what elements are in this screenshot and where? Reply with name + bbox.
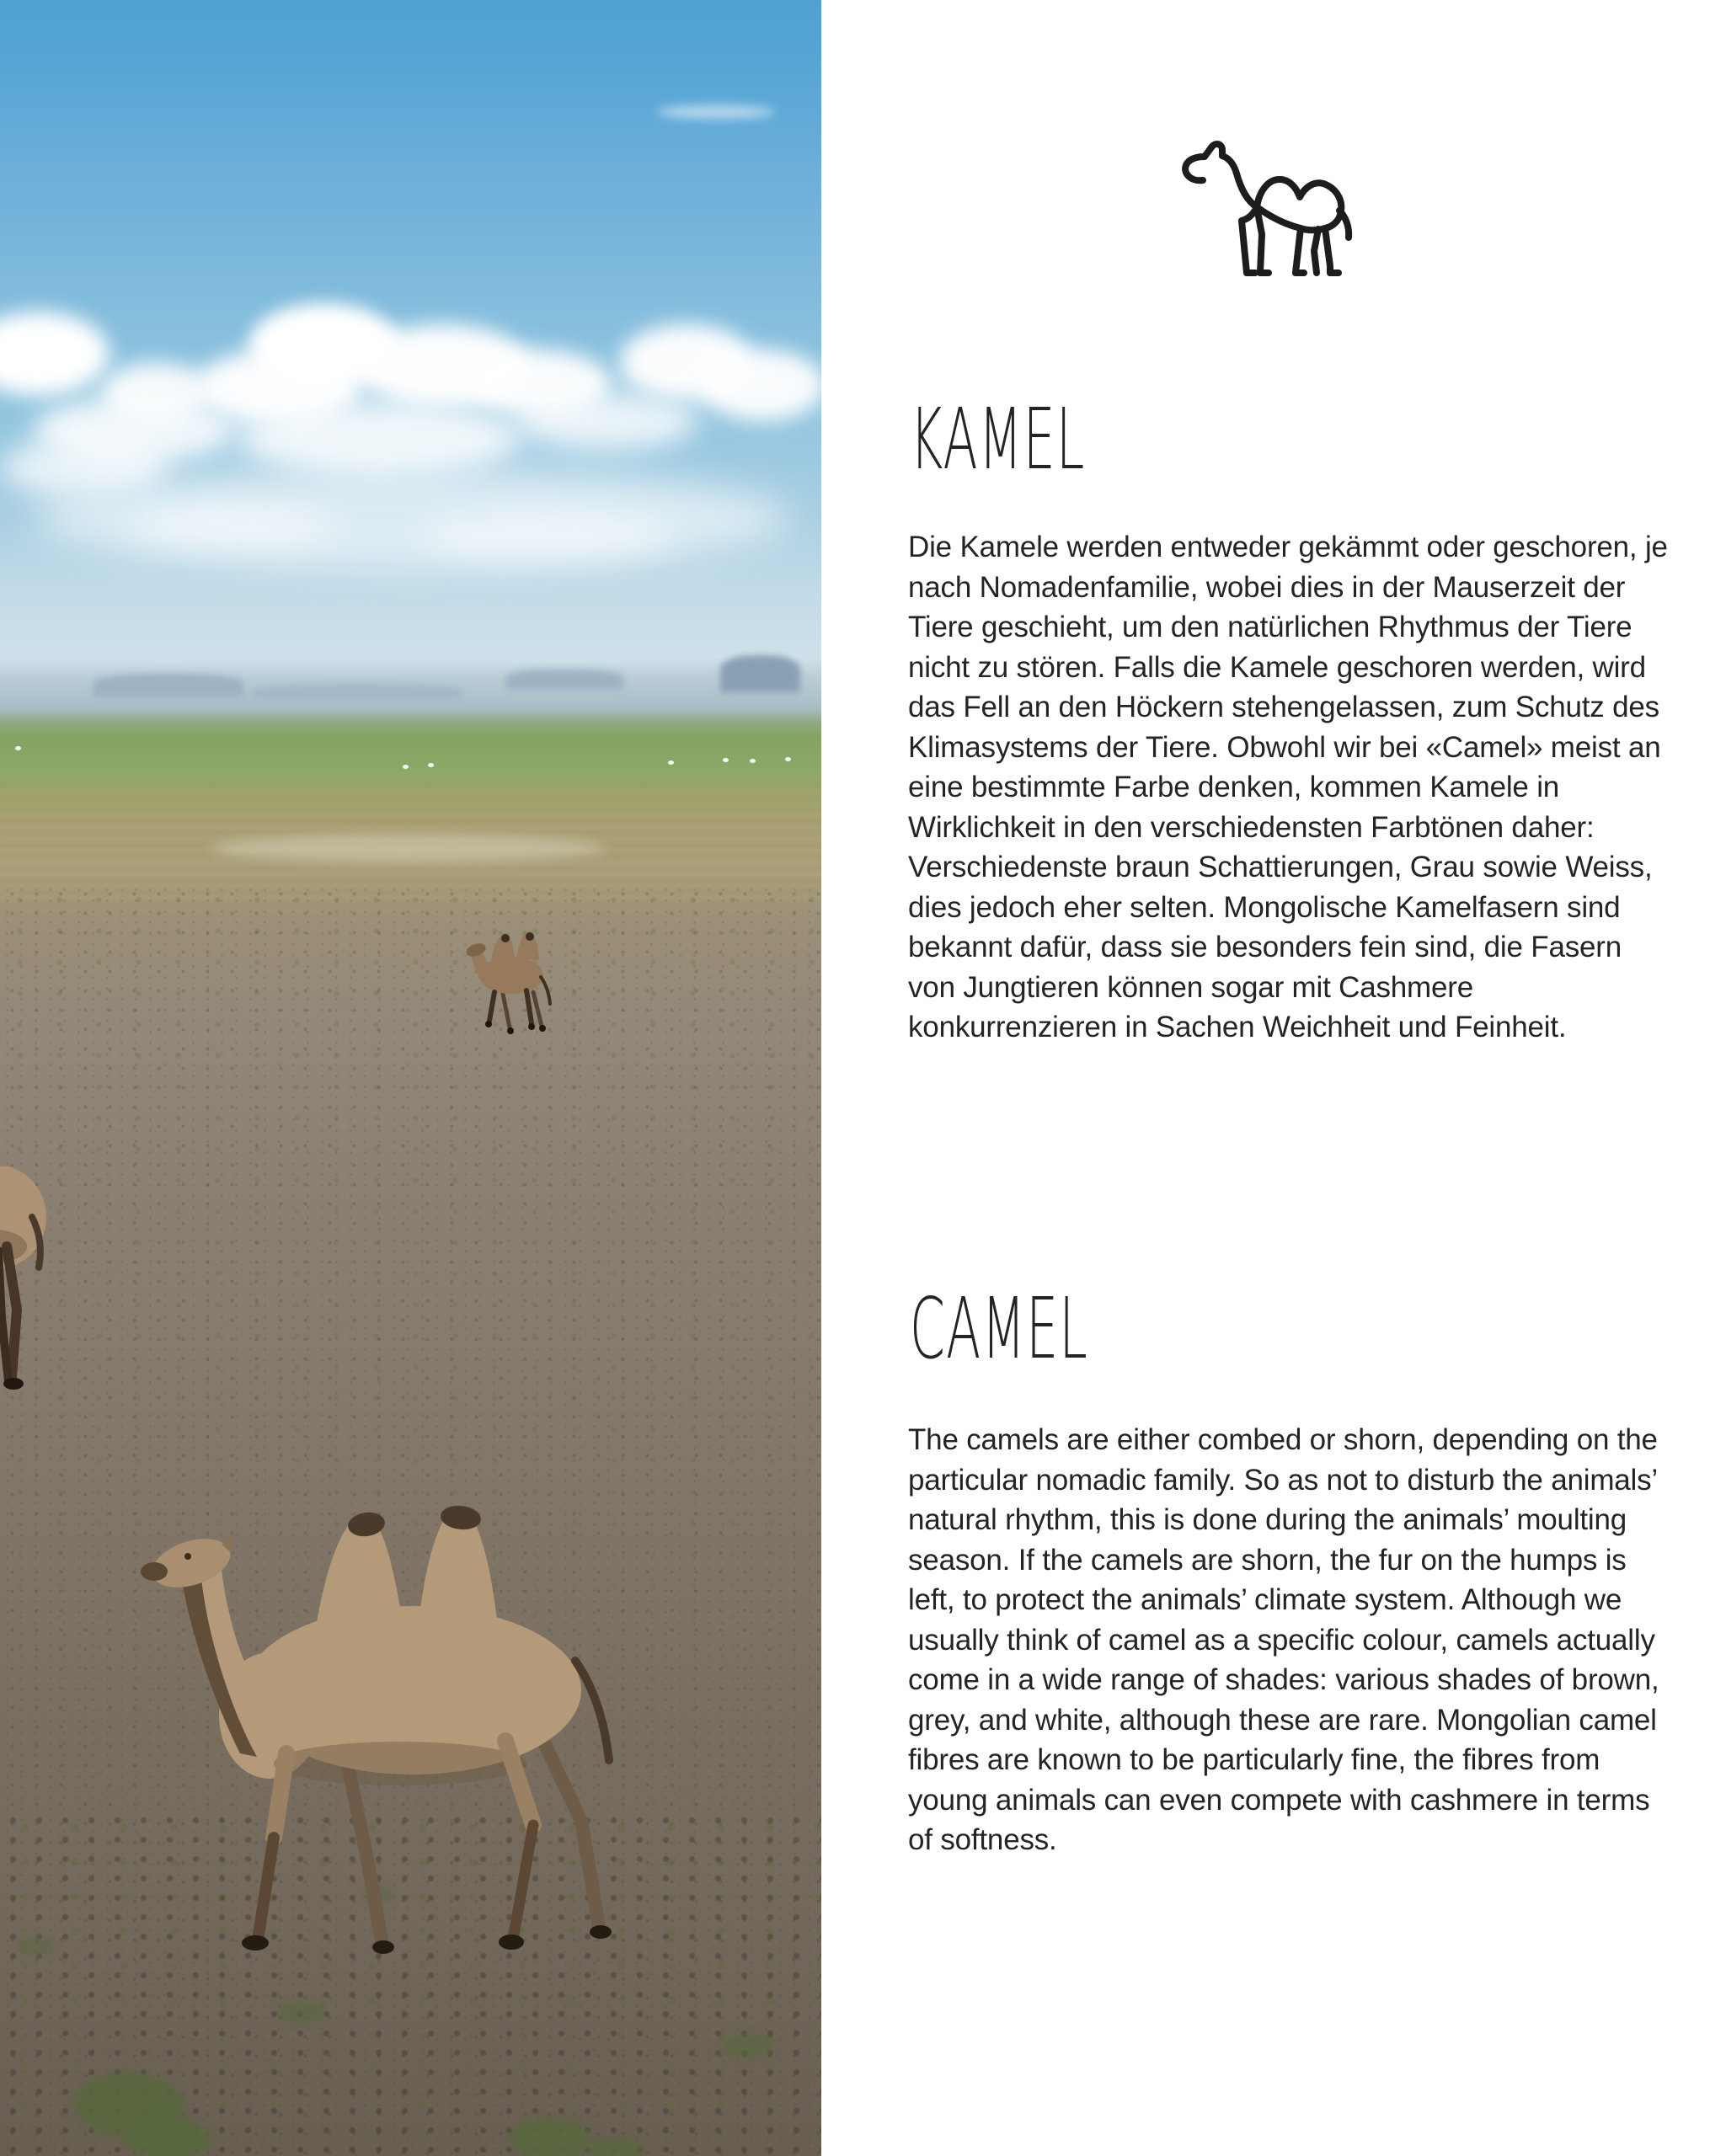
edge-camel-rear: [0, 1166, 55, 1390]
mountain: [253, 684, 463, 699]
bush: [510, 2118, 590, 2156]
pale-ground-streak: [211, 834, 607, 862]
cloud-wisp: [657, 105, 775, 119]
bush: [278, 2000, 324, 2024]
yurt-dot: [668, 760, 674, 765]
cloud-haze: [34, 467, 792, 568]
cloud: [236, 400, 522, 476]
paragraph-english: The camels are either combed or shorn, depending on the particular nomadic family. So as not to disturb the animals’ natural rhythm, this is done during the animals’ moulting season. If the camels are shorn, the fur on the humps is left, to protect the animals’ climate system. Although we usually think of camel as a specific colour, camels actually come in a wide range of shades: various shades of brown, grey, and white, although these are rare. Mongolian camel fibres are known to be particularly fine, the fibres from young animals can even compete with cashmere in terms of softness.: [908, 1423, 1659, 1856]
yurt-dot: [15, 746, 21, 750]
bush: [126, 2118, 211, 2156]
mountain: [93, 674, 244, 697]
bush: [17, 1937, 55, 1956]
mountain: [505, 670, 623, 690]
large-camel: [114, 1501, 615, 1960]
camel-icon: [1179, 133, 1360, 289]
cloud: [0, 312, 110, 396]
yurt-dot: [785, 757, 791, 761]
heading-german: KAMEL: [910, 390, 1086, 488]
cloud: [514, 392, 699, 451]
paragraph-german: Die Kamele werden entweder gekämmt oder geschoren, je nach Nomadenfamilie, wobei dies in der Mauserzeit der Tiere geschieht, um den natürlichen Rhythmus der Tiere nicht zu stören. Falls die Kamele geschoren werden, wird das Fell an den Höckern stehengelassen, zum Schutz des Klimasystems der Tiere. Obwohl wir bei «Camel» meist an eine bestimmte Farbe denken, kommen Kamele in Wirklichkeit in den verschiedensten Farbtönen daher: Verschiedenste braun Schattierungen, Grau sowie Weiss, dies jedoch eher selten. Mongolische Kamelfasern sind bekannt dafür, dass sie besonders fein sind, die Fasern von Jungtieren können sogar mit Cashmere konkurrenzieren in Sachen Weichheit und Feinheit.: [908, 531, 1668, 1043]
bush: [720, 2034, 775, 2059]
bush: [585, 2139, 644, 2156]
yurt-dot: [403, 765, 409, 769]
heading-english: CAMEL: [910, 1279, 1089, 1378]
steppe-photo: [0, 0, 821, 2156]
yurt-dot: [723, 758, 729, 762]
small-camel: [459, 926, 556, 1044]
yurt-dot: [428, 763, 434, 767]
yurt-dot: [750, 759, 756, 763]
cloud: [699, 350, 821, 421]
mountain: [720, 655, 800, 692]
